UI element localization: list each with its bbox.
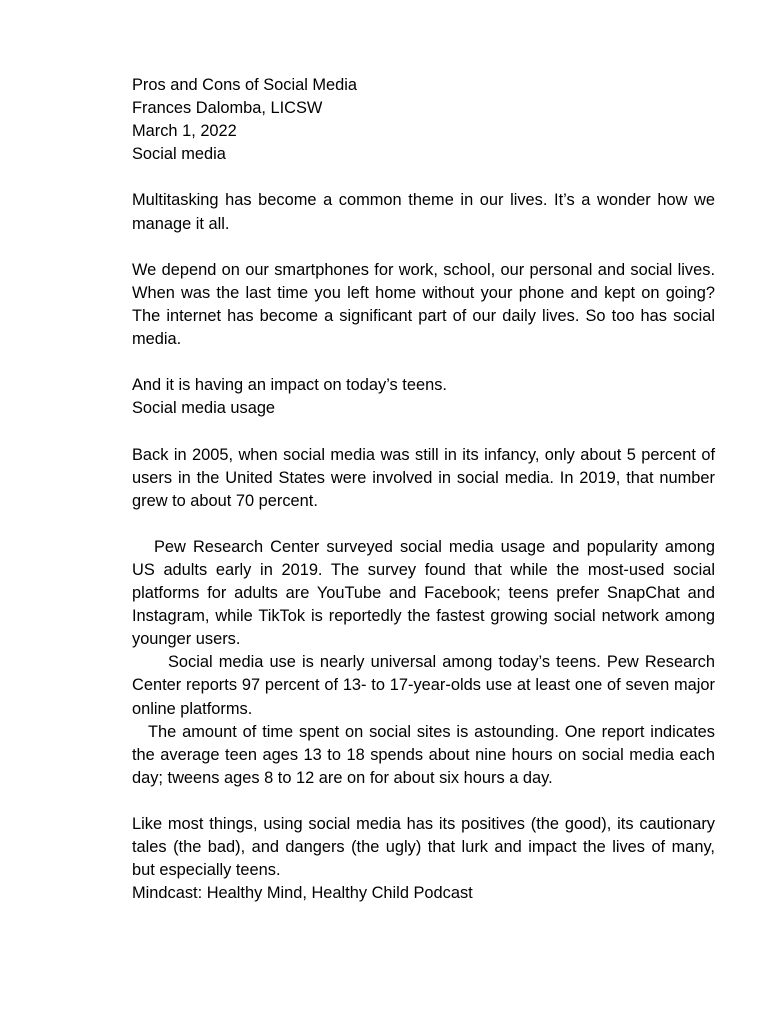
author-line: Frances Dalomba, LICSW (132, 99, 323, 118)
paragraph-spacer (132, 420, 715, 443)
date-line: March 1, 2022 (132, 122, 237, 141)
document-body (132, 74, 715, 905)
pew-survey-paragraph: Pew Research Center surveyed social media usage and popularity among US adults early in 2019. The survey found that while the most-used social platforms for adults are YouTube and Facebook; teens prefer SnapChat and Instagram, while TikTok is reportedly the fastest growing social network among younger users. (132, 537, 715, 649)
paragraph-spacer (132, 166, 715, 189)
paragraph-spacer (132, 351, 715, 374)
paragraph-spacer (132, 236, 715, 259)
teens-impact-line: And it is having an impact on today’s teens. (132, 376, 447, 395)
document-title: Pros and Cons of Social Media (132, 76, 358, 94)
intro-paragraph: Multitasking has become a common theme in our lives. It’s a wonder how we manage it all. (132, 191, 715, 233)
paragraph-spacer (132, 513, 715, 536)
dependence-paragraph: We depend on our smartphones for work, school, our personal and social lives. When was the last time you left home without your phone and kept on going? The internet has become a significant part of our daily lives. So too has social media. (132, 260, 715, 349)
universal-use-paragraph: Social media use is nearly universal among today’s teens. Pew Research Center reports 97 percent of 13- to 17-year-olds use at least one of seven major online platforms. (132, 653, 715, 718)
history-paragraph: Back in 2005, when social media was still in its infancy, only about 5 percent of users in the United States were involved in social media. In 2019, that number grew to about 70 percent. (132, 445, 715, 510)
category-line: Social media (132, 145, 226, 164)
source-line: Mindcast: Healthy Mind, Healthy Child Podcast (132, 884, 473, 903)
conclusion-paragraph: Like most things, using social media has its positives (the good), its cautionary tales (the bad), and dangers (the ugly) that lurk and impact the lives of many, but especially teens. (132, 815, 715, 880)
paragraph-spacer (132, 790, 715, 813)
time-spent-paragraph: The amount of time spent on social sites is astounding. One report indicates the average teen ages 13 to 18 spends about nine hours on social media each day; tweens ages 8 to 12 are on for about six hours a day. (132, 722, 715, 787)
section-heading-usage: Social media usage (132, 399, 276, 418)
